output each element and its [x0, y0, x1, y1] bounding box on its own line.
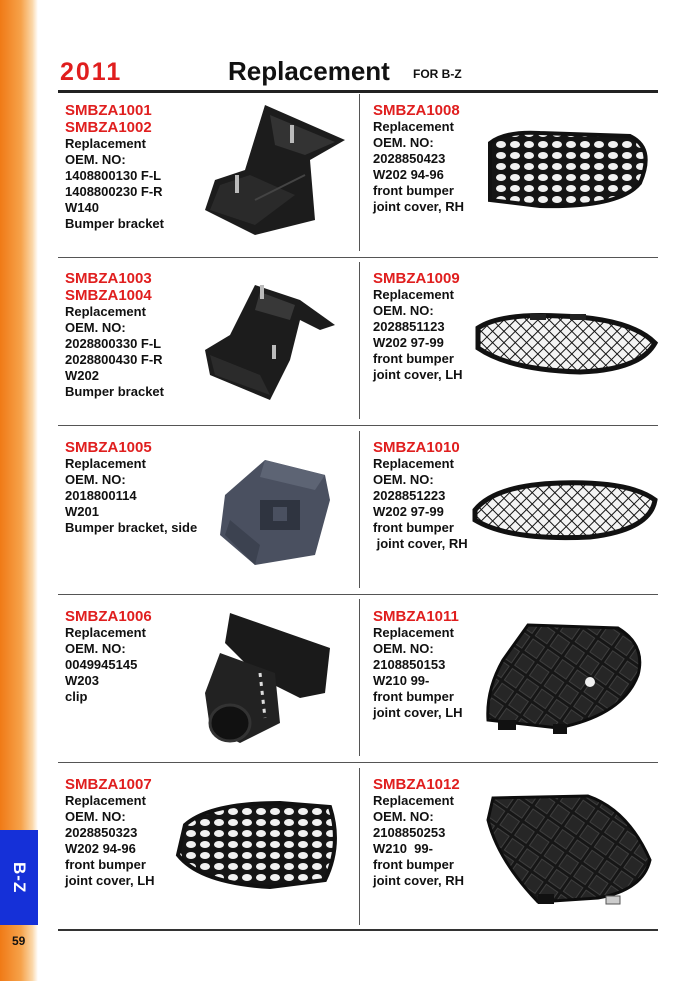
- product-code: SMBZA1011: [373, 608, 459, 625]
- column-divider: [359, 431, 360, 588]
- product-code: SMBZA1006: [65, 608, 152, 625]
- product-cell: [65, 608, 152, 705]
- product-line: 2108850153: [373, 657, 446, 672]
- catalog-year: 2011: [60, 58, 123, 86]
- product-cell: [373, 102, 464, 215]
- product-line: W202: [65, 368, 99, 383]
- product-code: SMBZA1009: [373, 270, 460, 287]
- product-code: SMBZA1005: [65, 439, 152, 456]
- product-line: joint cover, RH: [373, 873, 465, 888]
- page-subtitle: FOR B-Z: [413, 67, 462, 81]
- column-divider: [359, 599, 360, 756]
- cover-image: [478, 620, 648, 740]
- product-line: W202 94-96: [373, 167, 444, 182]
- product-line: Bumper bracket: [65, 216, 164, 231]
- product-cell: [373, 776, 464, 889]
- product-line: Replacement: [373, 625, 454, 640]
- product-code: SMBZA1003: [65, 270, 152, 287]
- product-cell: [65, 270, 164, 400]
- product-line: OEM. NO:: [65, 320, 126, 335]
- row-divider: [58, 425, 658, 426]
- product-line: Bumper bracket, side: [65, 520, 198, 535]
- product-line: OEM. NO:: [65, 472, 126, 487]
- product-line: 1408800130 F-L: [65, 168, 162, 183]
- product-line: OEM. NO:: [65, 152, 126, 167]
- product-line: Replacement: [373, 287, 454, 302]
- product-line: W201: [65, 504, 99, 519]
- product-code: SMBZA1001: [65, 102, 152, 119]
- product-line: W210 99-: [373, 841, 433, 856]
- product-cell: [65, 102, 164, 232]
- product-code: SMBZA1002: [65, 119, 152, 136]
- product-line: 2028850323: [65, 825, 138, 840]
- product-line: OEM. NO:: [65, 809, 126, 824]
- product-line: OEM. NO:: [373, 472, 434, 487]
- product-line: Replacement: [65, 136, 146, 151]
- product-line: joint cover, LH: [373, 367, 463, 382]
- product-cell: [65, 439, 197, 536]
- product-line: 1408800230 F-R: [65, 184, 163, 199]
- product-line: W203: [65, 673, 99, 688]
- product-line: 2028851223: [373, 488, 446, 503]
- product-line: clip: [65, 689, 88, 704]
- product-line: Replacement: [373, 119, 454, 134]
- side-bracket-image: [215, 455, 345, 570]
- product-line: Replacement: [373, 793, 454, 808]
- bumper-bracket-image: [195, 100, 345, 240]
- product-line: Replacement: [65, 625, 146, 640]
- product-line: Replacement: [373, 456, 454, 471]
- product-line: joint cover, RH: [373, 536, 468, 551]
- product-line: OEM. NO:: [65, 641, 126, 656]
- row-divider: [58, 762, 658, 763]
- grille-image: [170, 795, 345, 895]
- product-line: Bumper bracket: [65, 384, 164, 399]
- page-title: Replacement: [228, 56, 390, 86]
- product-line: Replacement: [65, 304, 146, 319]
- product-line: front bumper: [373, 689, 454, 704]
- cover-image: [478, 790, 658, 910]
- product-line: 2018800114: [65, 488, 137, 503]
- product-line: Replacement: [65, 793, 146, 808]
- clip-image: [200, 608, 335, 748]
- product-cell: [373, 439, 468, 552]
- section-tab-label: B-Z: [10, 861, 29, 894]
- product-line: front bumper: [373, 520, 454, 535]
- product-line: 2028851123: [373, 319, 445, 334]
- product-line: W210 99-: [373, 673, 430, 688]
- product-line: front bumper: [373, 351, 454, 366]
- product-code: SMBZA1008: [373, 102, 460, 119]
- product-line: joint cover, RH: [373, 199, 465, 214]
- product-line: 2028800430 F-R: [65, 352, 163, 367]
- product-line: joint cover, LH: [65, 873, 155, 888]
- product-code: SMBZA1004: [65, 287, 152, 304]
- grille-image: [470, 475, 660, 543]
- product-line: front bumper: [373, 183, 454, 198]
- product-line: W202 94-96: [65, 841, 136, 856]
- product-cell: [373, 270, 463, 383]
- product-line: front bumper: [65, 857, 146, 872]
- product-line: OEM. NO:: [373, 809, 434, 824]
- product-line: 2028800330 F-L: [65, 336, 162, 351]
- column-divider: [359, 768, 360, 925]
- footer-rule: [58, 929, 658, 931]
- product-line: 0049945145: [65, 657, 138, 672]
- product-line: Replacement: [65, 456, 146, 471]
- product-line: OEM. NO:: [373, 641, 434, 656]
- row-divider: [58, 594, 658, 595]
- grille-image: [480, 128, 655, 213]
- row-divider: [58, 257, 658, 258]
- product-line: W202 97-99: [373, 335, 444, 350]
- product-line: OEM. NO:: [373, 135, 434, 150]
- product-line: joint cover, LH: [373, 705, 463, 720]
- product-line: W202 97-99: [373, 504, 444, 519]
- column-divider: [359, 262, 360, 419]
- product-line: OEM. NO:: [373, 303, 434, 318]
- column-divider: [359, 94, 360, 251]
- header-rule: [58, 90, 658, 93]
- section-tab[interactable]: [0, 830, 38, 925]
- product-code: SMBZA1012: [373, 776, 460, 793]
- product-line: 2028850423: [373, 151, 446, 166]
- grille-image: [470, 308, 660, 376]
- product-code: SMBZA1007: [65, 776, 152, 793]
- product-cell: [65, 776, 155, 889]
- bumper-bracket-image: [200, 280, 340, 405]
- product-code: SMBZA1010: [373, 439, 460, 456]
- product-line: 2108850253: [373, 825, 446, 840]
- product-line: front bumper: [373, 857, 454, 872]
- page-number: 59: [12, 934, 26, 948]
- product-line: W140: [65, 200, 99, 215]
- product-cell: [373, 608, 463, 721]
